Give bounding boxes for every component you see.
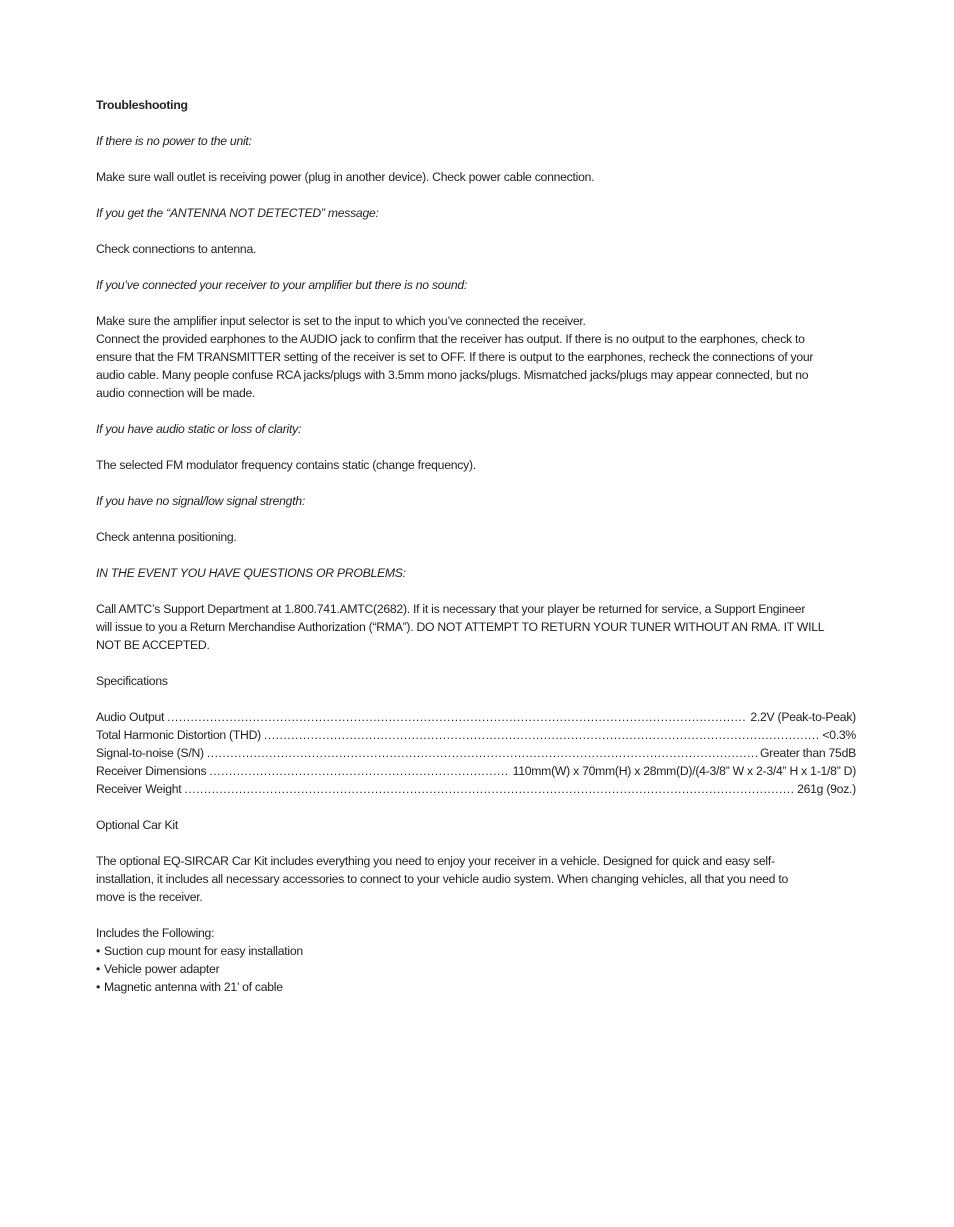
list-item <box>96 978 856 996</box>
troubleshooting-heading: Troubleshooting <box>96 98 188 112</box>
spec-label: Receiver Weight <box>96 782 182 796</box>
answer-line: Make sure the amplifier input selector is set to the input to which you’ve connected the receiver. <box>96 314 586 328</box>
answer-line: audio cable. Many people confuse RCA jacks/plugs with 3.5mm mono jacks/plugs. Mismatched jacks/plugs may appear connected, but no <box>96 368 809 382</box>
list-item-text: Magnetic antenna with 21’ of cable <box>104 980 283 994</box>
dot-leader <box>207 744 757 762</box>
dot-leader <box>209 762 509 780</box>
dot-leader <box>264 726 819 744</box>
dot-leader <box>167 708 747 726</box>
includes-heading: Includes the Following: <box>96 926 215 940</box>
specifications-heading: Specifications <box>96 674 168 688</box>
dot-leader <box>184 780 794 798</box>
spec-value: 110mm(W) x 70mm(H) x 28mm(D)/(4-3/8” W x 2-3/4” H x 1-1/8” D) <box>512 764 856 778</box>
answer-line: ensure that the FM TRANSMITTER setting of the receiver is set to OFF. If there is output to the earphones, recheck the connections of your <box>96 350 814 364</box>
list-item-text: Vehicle power adapter <box>104 962 220 976</box>
spec-row-weight <box>96 780 856 798</box>
issue-question-no-power: If there is no power to the unit: <box>96 134 252 148</box>
issue-answer-antenna <box>96 240 856 258</box>
description-line: installation, it includes all necessary accessories to connect to your vehicle audio system. When changing vehicles, all that you need to <box>96 872 788 886</box>
list-item <box>96 960 856 978</box>
car-kit-heading: Optional Car Kit <box>96 818 179 832</box>
issue-answer-no-power <box>96 168 856 186</box>
issue-answer-low-signal <box>96 528 856 546</box>
issue-question-no-sound: If you’ve connected your receiver to your amplifier but there is no sound: <box>96 278 468 292</box>
issue-question-low-signal: If you have no signal/low signal strength: <box>96 494 306 508</box>
issue-question-support: IN THE EVENT YOU HAVE QUESTIONS OR PROBLEMS: <box>96 566 406 580</box>
car-kit-includes <box>96 924 856 996</box>
spec-value: 2.2V (Peak-to-Peak) <box>750 710 856 724</box>
spec-value: 261g (9oz.) <box>797 782 856 796</box>
list-item-text: Suction cup mount for easy installation <box>104 944 303 958</box>
list-item <box>96 942 856 960</box>
spec-row-signal-to-noise <box>96 744 856 762</box>
spec-label: Audio Output <box>96 710 165 724</box>
answer-line: audio connection will be made. <box>96 386 256 400</box>
issue-answer-no-sound <box>96 312 856 402</box>
issue-answer-support <box>96 600 856 654</box>
description-line: The optional EQ-SIRCAR Car Kit includes everything you need to enjoy your receiver in a vehicle. Designed for quick and easy self- <box>96 854 775 868</box>
spec-row-thd <box>96 726 856 744</box>
answer-line: will issue to you a Return Merchandise Authorization (“RMA”). DO NOT ATTEMPT TO RETURN YOUR TUNER WITHOUT AN RMA. IT WILL <box>96 620 825 634</box>
answer-line: NOT BE ACCEPTED. <box>96 638 210 652</box>
answer-line: Connect the provided earphones to the AUDIO jack to confirm that the receiver has output. If there is no output to the earphones, check to <box>96 332 805 346</box>
spec-label: Receiver Dimensions <box>96 764 207 778</box>
spec-value: Greater than 75dB <box>759 746 856 760</box>
spec-row-dimensions <box>96 762 856 780</box>
car-kit-description <box>96 852 856 906</box>
description-line: move is the receiver. <box>96 890 203 904</box>
specifications-table <box>96 708 856 798</box>
document-page <box>96 96 856 996</box>
issue-answer-static <box>96 456 856 474</box>
answer-line: Make sure wall outlet is receiving power (plug in another device). Check power cable connection. <box>96 170 595 184</box>
answer-line: Check connections to antenna. <box>96 242 257 256</box>
answer-line: The selected FM modulator frequency contains static (change frequency). <box>96 458 476 472</box>
issue-question-antenna: If you get the “ANTENNA NOT DETECTED” message: <box>96 206 379 220</box>
spec-row-audio-output <box>96 708 856 726</box>
includes-list <box>96 942 856 996</box>
spec-label: Signal-to-noise (S/N) <box>96 746 204 760</box>
spec-label: Total Harmonic Distortion (THD) <box>96 728 261 742</box>
answer-line: Check antenna positioning. <box>96 530 237 544</box>
spec-value: <0.3% <box>822 728 856 742</box>
answer-line: Call AMTC’s Support Department at 1.800.741.AMTC(2682). If it is necessary that your player be returned for service, a Support Engineer <box>96 602 806 616</box>
issue-question-static: If you have audio static or loss of clarity: <box>96 422 302 436</box>
